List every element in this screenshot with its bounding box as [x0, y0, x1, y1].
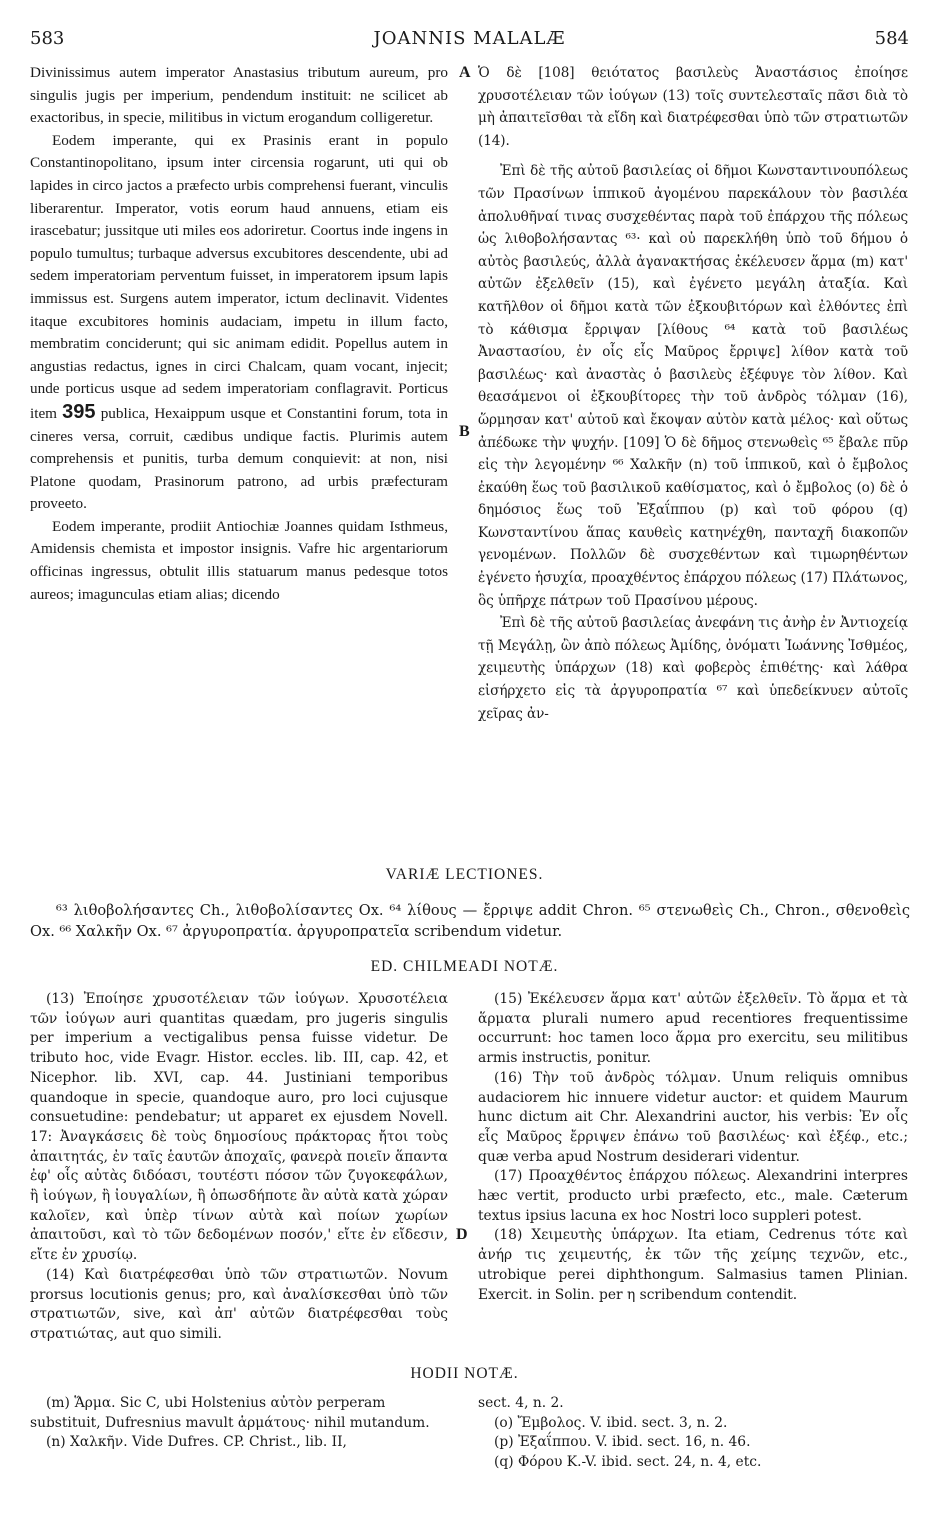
hodii-notes-left	[30, 1394, 448, 1453]
note: (15) Ἐκέλευσεν ἅρμα κατ' αὐτῶν ἐξελθεῖν. Τὸ ἅρμα et τὰ ἅρματα plurali numero apud recentiores frequentissime occurrunt: hoc tamen loco ἅρμα pro exercitu, seu militibus armis instructis, ponitur.	[478, 991, 908, 1067]
column-number: 395	[62, 400, 96, 423]
margin-letter-b: B	[459, 423, 470, 440]
page-number-left: 583	[30, 28, 65, 49]
latin-paragraph: Eodem imperante, prodiit Antiochiæ Joannes quidam Isthmeus, Amidensis chemista et impostor insignis. Vafre hic argentariorum officinas ingressus, obtulit illis statuarum manus pedesque totos aureos; imagunculas etiam alias; dicendo	[30, 517, 448, 603]
hodii-notes-heading: HODII NOTÆ.	[410, 1365, 519, 1382]
latin-paragraph: Divinissimus autem imperator Anastasius tributum aureum, pro singulis jugis per imperium, pendendum instituit: ne scilicet ab exactoribus, in specie, militibus in victum erogandum colligeretur.	[30, 64, 448, 127]
note: sect. 4, n. 2.	[478, 1395, 564, 1411]
latin-paragraph-text: Eodem imperante, qui ex Prasinis erant in populo Constantinopolitano, ipsum inter circensia rogarunt, uti qui ob lapides in circo jactos a præfecto urbis comprehensi fuerant, vinculis liberarentur. Imperator, votis eorum haud annuens, etiam eis irascebatur; jussitque uti miles eos adoriretur. Coortus inde ingens in populo tumultus; turbaque adversus excubitores descendente, ubi ad sedem imperatoriam perventum fuisset, in imperatorem ipsum lapis immissus est. Surgens autem imperator, ictum declinavit. Videntes itaque excubitores hominis audaciam, impetu in illum facto, membratim conciderunt; qui sic animam edidit. Popellus autem in angustias redactus, ignes in circi Chalcam, quam vocant, injecit; unde porticus usque ad sedem imperatoriam conflagravit. Porticus item	[30, 131, 448, 422]
note: (o) Ἔμβολος. V. ibid. sect. 3, n. 2.	[494, 1414, 728, 1431]
page-number-right: 584	[874, 28, 909, 49]
note: (p) Ἐξαΐππου. V. ibid. sect. 16, n. 46.	[494, 1434, 751, 1451]
greek-paragraph: Ἐπὶ δὲ τῆς αὐτοῦ βασιλείας οἱ δῆμοι Κωνσταντινουπόλεως τῶν Πρασίνων ἱππικοῦ ἀγομένου παρεκάλουν τὸν βασιλέα ἀπολυθῆναί τινας συσχεθέντας παρὰ τοῦ ἐπάρχου τῆς πόλεως ὡς λιθοβολήσαντας ⁶³· καὶ οὐ παρεκλήθη ὑπὸ τοῦ δήμου ὁ αὐτὸς βασιλεύς, ἀλλὰ ἀγανακτήσας ἐκέλευσεν ἅρμα (m) κατ' αὐτῶν ἐξελθεῖν (15), καὶ ἐγένετο μεγάλη ἀταξία. Καὶ κατῆλθον οἱ δῆμοι κατὰ τῶν ἐξκουβιτόρων καὶ ἐλθόντες ἐπὶ τὸ κάθισμα ἔρριψαν [λίθους ⁶⁴ κατὰ τοῦ βασιλέως Ἀναστασίου, ἐν οἷς εἷς Μαῦρος ἔρριψε] λίθον κατὰ τοῦ βασιλέως· καὶ ἀναστὰς ὁ βασιλεὺς ἐξέφυγε τὸν λίθον. Καὶ θεασάμενοι οἱ ἐξκουβίτορες τὴν τοῦ ἀνδρὸς τόλμαν (16), ὥρμησαν κατ' αὐτοῦ καὶ ἔκοψαν αὐτὸν κατὰ μέλος· καὶ οὕτως ἀπέδωκε τὴν ψυχήν. [109] Ὁ δὲ δῆμος στενωθεὶς ⁶⁵ ἔβαλε πῦρ εἰς τὴν λεγομένην ⁶⁶ Χαλκῆν (n) τοῦ ἱππικοῦ, καὶ ὁ ἔμβολος ἐκαύθη ἕως τοῦ βασιλικοῦ καθίσματος, καὶ ὁ ἔμβολος (o) δὲ ὁ δημόσιος ἕως τοῦ Ἐξαΐππου (p) καὶ τοῦ φόρου (q) Κωνσταντίνου ἅπας καυθεὶς κατηνέχθη, πανταχῆ διακοπῶν γενομένων. Πολλῶν δὲ συσχεθέντων καὶ τιμωρηθέντων ἐγένετο ἡσυχία, προαχθέντος ἐπάρχου πόλεως (17) Πλάτωνος, ὃς ὑπῆρχε πάτρων τοῦ Πρασίνου μέρους.	[478, 163, 908, 609]
note: (q) Φόρου K.-V. ibid. sect. 24, n. 4, etc.	[494, 1454, 762, 1471]
note: (18) Χειμευτὴς ὑπάρχων. Ita etiam, Cedrenus τότε καὶ ἀνήρ τις χειμευτής, ἐκ τῶν τῆς χείμης τεχνῶν, etc., utrobique perei diphthongum. Salmasius tamen Plinian. Exercit. in Solin. per η scribendum contendit.	[478, 1227, 908, 1303]
latin-column	[30, 62, 448, 606]
running-title: JOANNIS MALALÆ	[373, 28, 566, 49]
variae-lectiones-heading: VARIÆ LECTIONES.	[385, 866, 544, 883]
chilmead-notes-left	[30, 990, 448, 1345]
note: (n) Χαλκῆν. Vide Dufres. CP. Christ., lib. II,	[46, 1434, 347, 1451]
note: (14) Καὶ διατρέφεσθαι ὑπὸ τῶν στρατιωτῶν. Novum prorsus locutionis genus; pro, καὶ ἀναλίσκεσθαι ὑπὸ τῶν στρατιωτῶν, sive, καὶ ἀπ' αὐτῶν διατρέφεσθαι τοὺς στρατιώτας, aut quo simili.	[30, 1266, 448, 1342]
chilmead-notes-right	[478, 990, 908, 1305]
latin-paragraph-text: publica, Hexaippum usque et Constantini forum, tota in cineres versa, corruit, cædibus undique factis. Plurimis autem comprehensis et punitis, turba demum conquievit: at non, nisi Platone quodam, Prasinorum patrono, ad urbis præfecturam proveeto.	[30, 404, 449, 513]
margin-letter-d: D	[456, 1226, 468, 1243]
note: (m) Ἅρμα. Sic C, ubi Holstenius αὐτὸν perperam substituit, Dufresnius mavult ἁρμάτους· nihil mutandum.	[30, 1395, 430, 1431]
margin-letter-a: A	[459, 64, 471, 81]
greek-paragraph: Ἐπὶ δὲ τῆς αὐτοῦ βασιλείας ἀνεφάνη τις ἀνὴρ ἐν Ἀντιοχείᾳ τῇ Μεγάλῃ, ὢν ἀπὸ πόλεως Ἀμίδης, ὀνόματι Ἰωάννης Ἰσθμέος, χειμευτὴς ὑπάρχων (18) καὶ φοβερὸς ἐπιθέτης· καὶ λάθρα εἰσήρχετο εἰς τὰ ἀργυροπρατία ⁶⁷ καὶ ὑπεδείκνυεν αὐτοῖς χεῖρας ἀν-	[478, 615, 908, 722]
greek-column	[478, 62, 908, 725]
note: (17) Προαχθέντος ἐπάρχου πόλεως. Alexandrini interpres hæc vertit, producto urbi præfecto, etc., male. Cæterum textus ipsius lacuna ex hoc Nostri loco suppleri potest.	[478, 1168, 908, 1224]
variae-lectiones	[30, 900, 910, 942]
latin-paragraph	[30, 130, 448, 516]
chilmead-notes-heading: ED. CHILMEADI NOTÆ.	[370, 958, 559, 975]
note: (13) Ἐποίησε χρυσοτέλειαν τῶν ἰούγων. Χρυσοτέλεια τῶν ἰούγων auri quantitas quædam, pro jugeris singulis per imperium a vectigalibus pensa fuisse videtur. De tributo hoc, vide Evagr. Histor. eccles. lib. III, cap. 42, et Nicephor. lib. XVI, cap. 44. Justiniani temporibus quandoque in specie, quandoque auro, pro loci cujusque consuetudine: pendebatur; ut apparet ex ejusdem Novell. 17: Ἀναγκάσεις δὲ τοὺς δημοσίους πράκτορας ἤτοι τοὺς ἀπαιτητάς, ἐν ταῖς ἑαυτῶν ἀποχαῖς, φανερὰ ποιεῖν ἅπαντα ἐφ' οἷς αὐτὰς διδόασι, τουτέστι πόσον τῶν ζυγοκεφάλων, ἢ ἰούγων, ἢ ἰουγαλίων, ἢ ὁπωσδήποτε ἂν αὐτὰ κατὰ χώραν καλοῖεν, καὶ ὑπὲρ τίνων αὐτὰ καὶ ποίων χωρίων ἀπαιτοῦσι, καὶ τὸ τῶν δεδομένων ποσόν,' εἴτε ἐν εἴδεσιν, εἴτε ἐν χρυσίῳ.	[30, 991, 448, 1264]
hodii-notes-right	[478, 1394, 908, 1473]
greek-paragraph: Ὁ δὲ [108] θειότατος βασιλεὺς Ἀναστάσιος ἐποίησε χρυσοτέλειαν τῶν ἰούγων (13) τοῖς συντελεσταῖς πᾶσι διὰ τὸ μὴ ἀπαιτεῖσθαι τὰ εἴδη καὶ διατρέφεσθαι ὑπὸ τῶν στρατιωτῶν (14).	[478, 65, 908, 149]
running-header	[30, 28, 909, 54]
note: (16) Τὴν τοῦ ἀνδρὸς τόλμαν. Unum reliquis omnibus audaciorem hic innuere videtur auctor: et quidem Maurum hunc dictum ait Chr. Alexandrini auctor, his verbis: Ἐν οἷς εἷς Μαῦρος ἔρριψεν ἐπάνω τοῦ βασιλέως· καὶ ἐξέφ., etc.; quæ verba apud Nostrum desiderari videntur.	[478, 1069, 908, 1165]
variae-text: ⁶³ λιθοβολήσαντες Ch., λιθοβολίσαντες Ox. ⁶⁴ λίθους — ἔρριψε addit Chron. ⁶⁵ στενωθεὶς Ch., Chron., σθενοθεὶς Ox. ⁶⁶ Χαλκῆν Ox. ⁶⁷ ἀργυροπρατία. ἀργυροπρατεῖα scribendum videtur.	[30, 902, 910, 940]
